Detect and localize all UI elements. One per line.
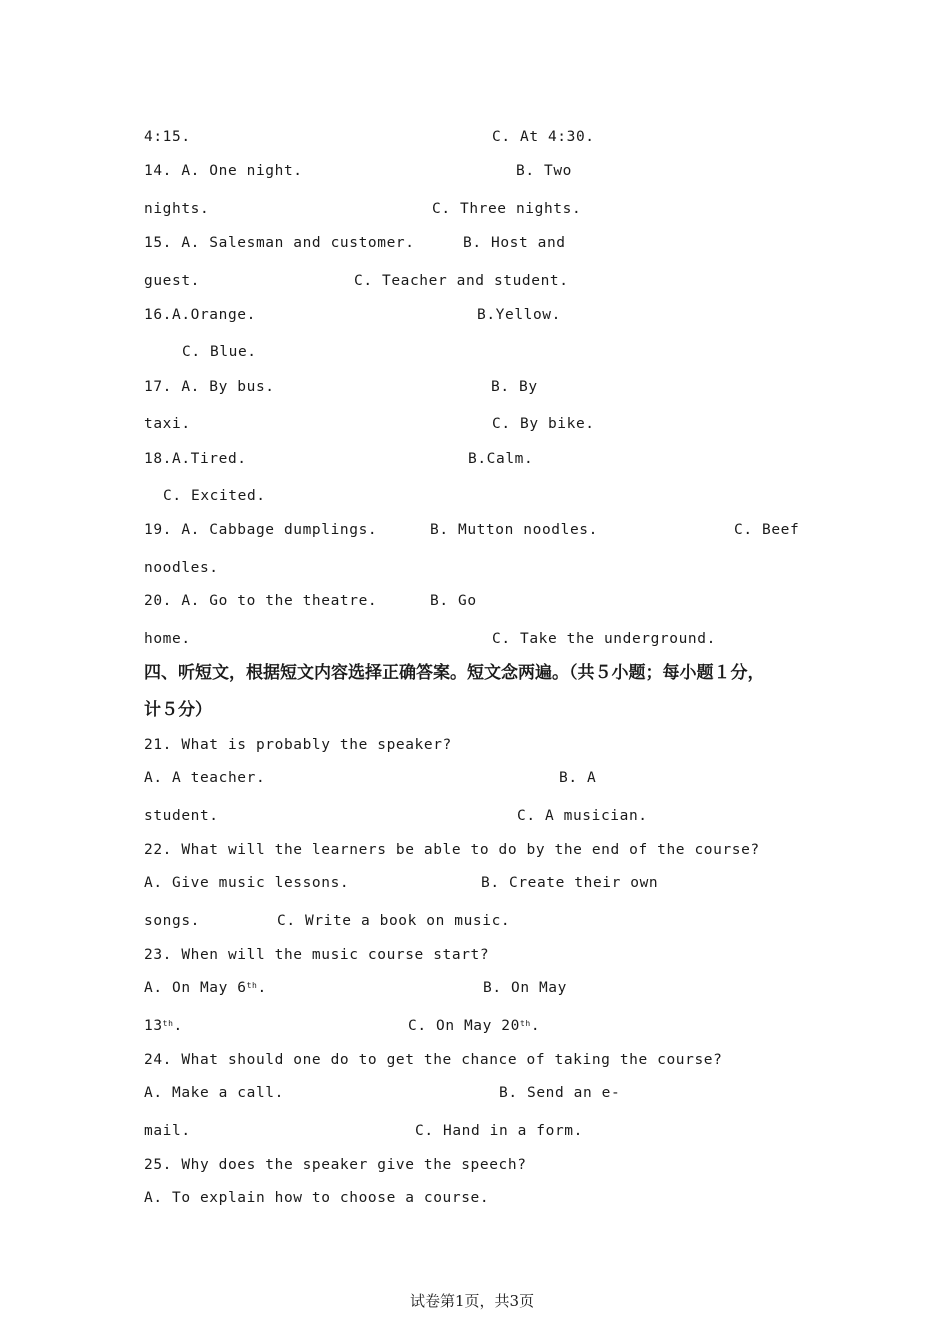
q15-option-b-tail: guest.: [144, 273, 200, 289]
q23-option-b: B. On May: [483, 980, 567, 996]
q22-question: 22. What will the learners be able to do by the end of the course?: [144, 842, 760, 858]
q19-option-a: 19. A. Cabbage dumplings.: [144, 522, 378, 538]
q15-option-b: B. Host and: [463, 235, 566, 251]
q17-option-b: B. By: [491, 379, 538, 395]
q17-option-b-tail: taxi.: [144, 416, 191, 432]
q15-option-c: C. Teacher and student.: [354, 273, 569, 289]
q15-option-a: 15. A. Salesman and customer.: [144, 235, 415, 251]
q25-option-a: A. To explain how to choose a course.: [144, 1190, 490, 1206]
q14-option-c: C. Three nights.: [432, 201, 582, 217]
q23-question: 23. When will the music course start?: [144, 947, 490, 963]
q16-option-a: 16.A.Orange.: [144, 307, 256, 323]
q16-option-c: C. Blue.: [182, 344, 257, 360]
q22-option-b: B. Create their own: [481, 875, 659, 891]
q22-option-a: A. Give music lessons.: [144, 875, 350, 891]
q18-option-c: C. Excited.: [163, 488, 266, 504]
q24-option-b: B. Send an e-: [499, 1085, 621, 1101]
q17-option-c: C. By bike.: [492, 416, 595, 432]
q22-option-b-tail: songs.: [144, 913, 200, 929]
q20-option-b-tail: home.: [144, 631, 191, 647]
q21-question: 21. What is probably the speaker?: [144, 737, 452, 753]
q21-option-b-tail: student.: [144, 808, 219, 824]
q17-option-a: 17. A. By bus.: [144, 379, 275, 395]
q14-option-b-tail: nights.: [144, 201, 210, 217]
q14-option-b: B. Two: [516, 163, 572, 179]
q19-option-b: B. Mutton noodles.: [430, 522, 598, 538]
q23-option-c: C. On May 20th.: [408, 1018, 541, 1034]
q24-option-a: A. Make a call.: [144, 1085, 284, 1101]
page-footer: 试卷第1页，共3页: [410, 1292, 535, 1310]
q23-option-b-tail: 13th.: [144, 1018, 183, 1034]
section-4-heading: 四、听短文，根据短文内容选择正确答案。短文念两遍。（共５小题；每小题１分，: [144, 663, 765, 683]
q16-option-b: B.Yellow.: [477, 307, 561, 323]
q14-option-a: 14. A. One night.: [144, 163, 303, 179]
q20-option-c: C. Take the underground.: [492, 631, 716, 647]
q21-option-b: B. A: [559, 770, 597, 786]
q23-option-a: A. On May 6th.: [144, 980, 267, 996]
q20-option-a: 20. A. Go to the theatre.: [144, 593, 378, 609]
q18-option-a: 18.A.Tired.: [144, 451, 247, 467]
q24-option-c: C. Hand in a form.: [415, 1123, 583, 1139]
q18-option-b: B.Calm.: [468, 451, 534, 467]
q24-option-b-tail: mail.: [144, 1123, 191, 1139]
q13-option-c: C. At 4:30.: [492, 129, 595, 145]
q24-question: 24. What should one do to get the chance of taking the course?: [144, 1052, 723, 1068]
section-4-heading-tail: 计５分）: [144, 700, 212, 720]
q21-option-a: A. A teacher.: [144, 770, 266, 786]
q20-option-b: B. Go: [430, 593, 477, 609]
q19-option-c-tail: noodles.: [144, 560, 219, 576]
q19-option-c: C. Beef: [734, 522, 800, 538]
q13-option-b-tail: 4:15.: [144, 129, 191, 145]
q25-question: 25. Why does the speaker give the speech?: [144, 1157, 527, 1173]
q21-option-c: C. A musician.: [517, 808, 648, 824]
q22-option-c: C. Write a book on music.: [277, 913, 511, 929]
